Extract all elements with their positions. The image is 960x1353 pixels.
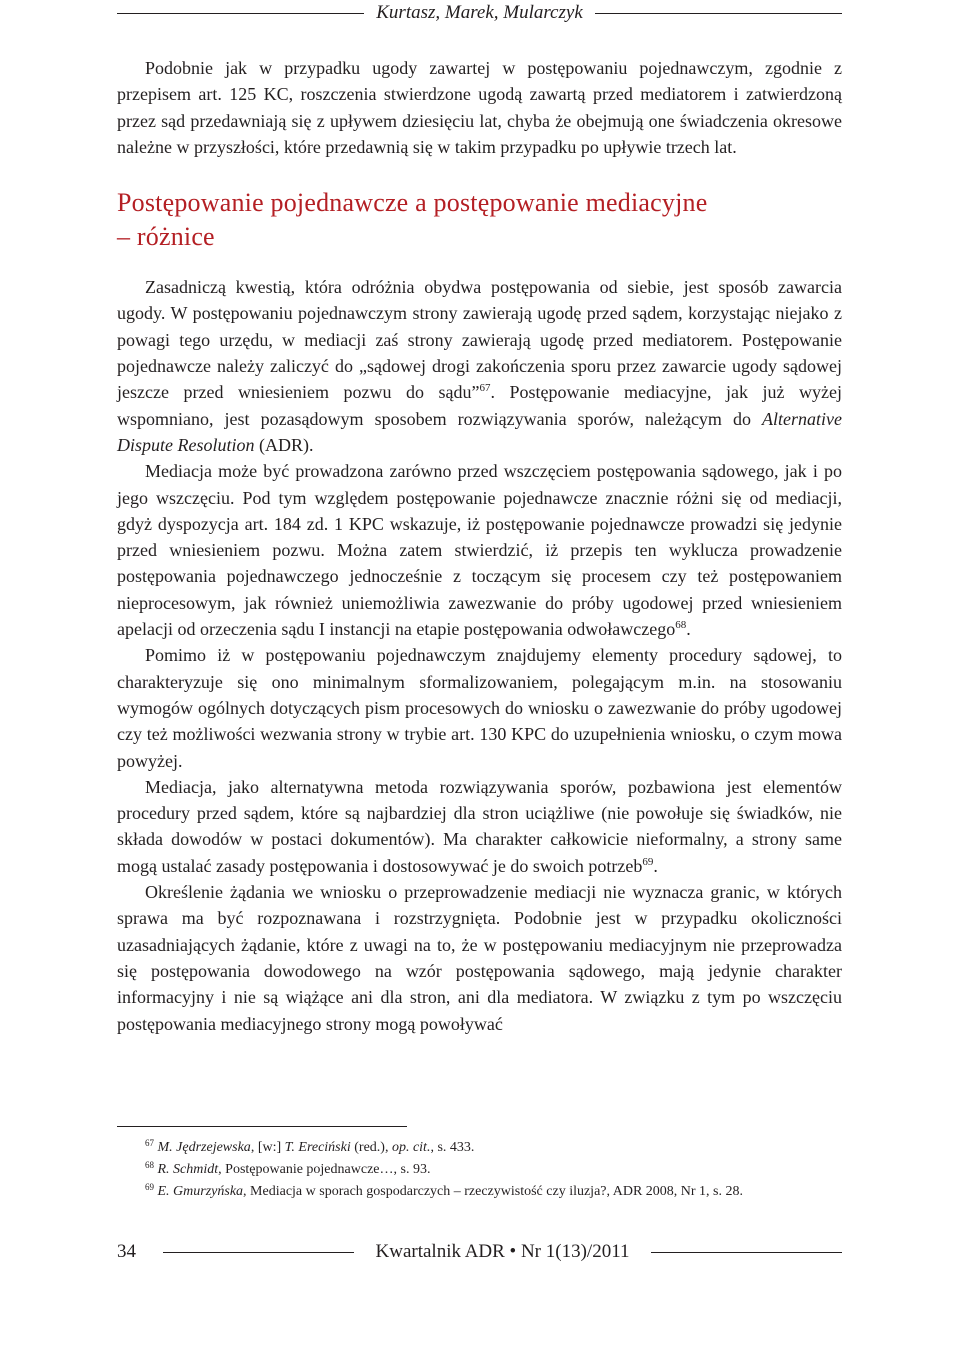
paragraph-5-text-a: Mediacja, jako alternatywna metoda rozwiązywania sporów, pozbawiona jest elementów procedury przed sądem, które są najbardziej dla stron uciążliwe (nie powołuje się świadków, nie składa dowodów w postaci dokumentów). Ma charakter całkowicie nieformalny, a strony same mogą ustalać zasady postępowania i dostosowywać je do swoich potrzeb	[117, 776, 842, 876]
paragraph-4: Pomimo iż w postępowaniu pojednawczym znajdujemy elementy procedury sądowej, to charakteryzuje się ono minimalnym sformalizowaniem, polegającym m.in. na stosowaniu wymogów ogólnych dotyczących pism procesowych do wniosku o zawezwanie do próby ugodowej czy też możliwości wezwania strony w trybie art. 130 KPC do uzupełnienia wniosku, o czym mowa powyżej.	[117, 645, 842, 771]
footer-rule-left	[163, 1252, 354, 1253]
footnote-number: 69	[145, 1182, 154, 1192]
paragraph-2-text-b: . Postępowanie mediacyjne, jak już wyżej wspomniano, jest pozasądowym sposobem rozwiązywania sporów, należącym do	[117, 382, 842, 429]
footnote-69	[145, 1181, 842, 1203]
footnote-text: , Postępowanie pojednawcze…, s. 93.	[218, 1162, 431, 1177]
paragraph-2-text-c: (ADR).	[254, 434, 314, 455]
paragraph-3-text-b: .	[686, 619, 691, 640]
paragraph-5-text-b: .	[653, 855, 658, 876]
paragraph-1: Podobnie jak w przypadku ugody zawartej w postępowaniu pojednawczym, zgodnie z przepisem art. 125 KC, roszczenia stwierdzone ugodą zawartą przed mediatorem i zatwierdzoną przez sąd przedawniają się z upływem dziesięciu lat, chyba że obejmują one świadczenia okresowe należne w przyszłości, które przedawnią się w takim przypadku po upływie trzech lat.	[117, 58, 842, 157]
header-rule-right	[595, 13, 842, 14]
footnote-italic: op. cit.	[391, 1140, 431, 1155]
paragraph-6: Określenie żądania we wniosku o przeprowadzenie mediacji nie wyznacza granic, w których sprawa ma być rozpoznawana i rozstrzygnięta. Podobnie jest w przypadku okoliczności uzasadniających żądanie, które z uwagi na to, że w postępowaniu mediacyjnym nie przeprowadza się postępowania dowodowego na wzór postępowania sądowego, mają jedynie charakter informacyjny i nie są wiążące ani dla stron, ani dla mediatora. W związku z tym po wszczęciu postępowania mediacyjnego strony mogą powoływać	[117, 882, 842, 1034]
main-text	[117, 55, 842, 1037]
footnote-author-2: T. Ereciński	[284, 1140, 351, 1155]
footnote-text: , Mediacja w sporach gospodarczych – rzeczywistość czy iluzja?, ADR 2008, Nr 1, s. 28.	[243, 1184, 744, 1199]
paragraph-2	[117, 274, 842, 458]
paragraph-3-text-a: Mediacja może być prowadzona zarówno przed wszczęciem postępowania sądowego, jak i po jego wszczęciu. Pod tym względem postępowanie pojednawcze znacznie różni się od mediacji, gdyż dyspozycja art. 184 zd. 1 KPC wskazuje, iż postępowanie pojednawcze prowadzi się jedynie przed wniesieniem pozwu. Można zatem stwierdzić, iż przepis ten wyklucza prowadzenie postępowania pojednawczego jednocześnie z toczącym się procesem czy też postępowaniem nieprocesowym, jak również uniemożliwia zawezwanie do próby ugodowej przed wniesieniem apelacji od orzeczenia sądu I instancji na etapie postępowania odwoławczego	[117, 461, 842, 640]
page	[117, 0, 842, 1353]
footnote-separator	[117, 1126, 407, 1127]
footnote-text: , s. 433.	[430, 1140, 475, 1155]
footnote-68	[145, 1159, 842, 1181]
footnote-number: 67	[145, 1138, 154, 1148]
section-heading-line-2: – różnice	[117, 222, 215, 252]
section-heading-line-1: Postępowanie pojednawcze a postępowanie mediacyjne	[117, 188, 708, 218]
footnote-ref-67[interactable]: 67	[479, 382, 491, 395]
page-footer	[117, 1238, 842, 1266]
running-title: Kurtasz, Marek, Mularczyk	[376, 2, 583, 23]
paragraph-2-text-a: Zasadniczą kwestią, która odróżnia obydwa postępowania od siebie, jest sposób zawarcia ugody. W postępowaniu pojednawczym strony zawierają ugodę przed sądem, korzystając niejako z powagi tego urzędu, w mediacji zaś strony zawierają ugodę przed mediatorem. Postępowanie pojednawcze należy zaliczyć do „sądowej drogi zakończenia sporu przez zawarcie ugody sądowej jeszcze przed wniesieniem pozwu do sądu”	[117, 277, 842, 403]
footnote-text: , [w:]	[250, 1140, 285, 1155]
journal-title: Kwartalnik ADR • Nr 1(13)/2011	[375, 1241, 630, 1262]
footnote-ref-69[interactable]: 69	[642, 855, 654, 868]
footnote-number: 68	[145, 1160, 154, 1170]
paragraph-2-italic: Alternative Dispute Resolution	[117, 408, 842, 455]
footnote-author: M. Jędrzejewska	[157, 1140, 251, 1155]
footnotes	[145, 1137, 842, 1203]
footnote-ref-68[interactable]: 68	[675, 619, 687, 632]
header-rule-left	[117, 13, 364, 14]
paragraph-5	[117, 774, 842, 879]
footnote-text: (red.),	[350, 1140, 392, 1155]
page-number: 34	[117, 1241, 136, 1262]
section-heading	[117, 186, 842, 254]
paragraph-3	[117, 458, 842, 642]
running-header	[117, 0, 842, 26]
footnote-author: R. Schmidt	[157, 1162, 219, 1177]
footnote-67	[145, 1137, 842, 1159]
footer-rule-right	[651, 1252, 842, 1253]
footnote-author: E. Gmurzyńska	[157, 1184, 244, 1199]
